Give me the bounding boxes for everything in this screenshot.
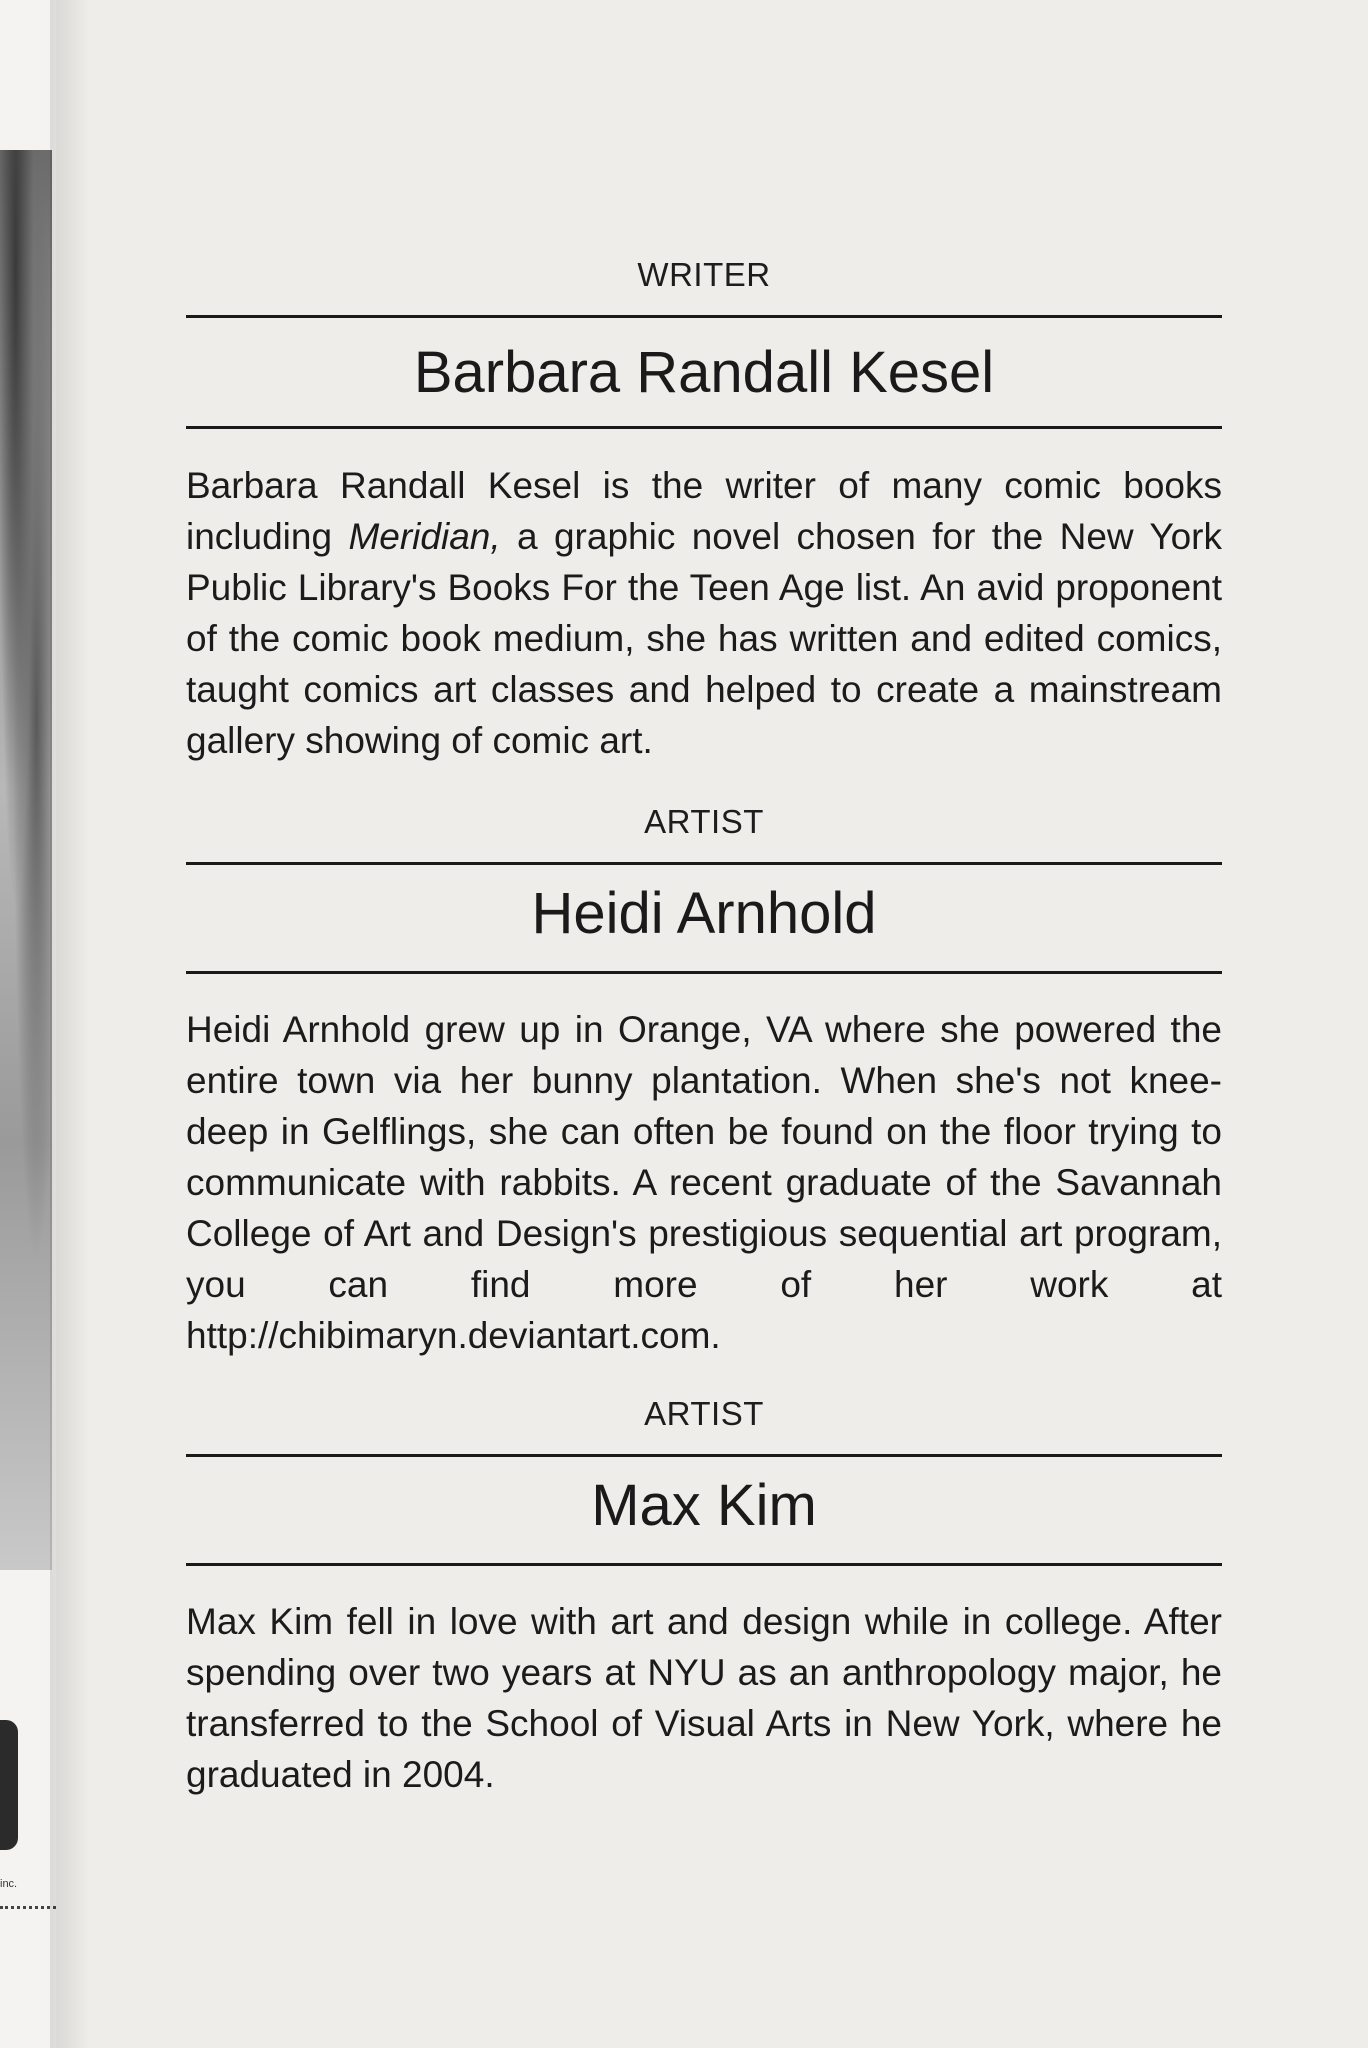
bio-book-title: Meridian, <box>348 516 501 557</box>
role-heading: WRITER <box>637 256 771 293</box>
role-heading: ARTIST <box>644 1395 764 1432</box>
top-rule <box>186 862 1222 865</box>
bottom-rule <box>186 1563 1222 1566</box>
bio-text-end: a graphic novel chosen for the New York Public Library's Books For the Teen Age list. An avid proponent of the comic book medium, she has written and edited comics, taught comics art classes and helped to create a mainstream gallery showing of comic art. <box>186 516 1223 761</box>
facing-page-dotted-rule <box>0 1906 56 1909</box>
creator-name: Max Kim <box>591 1473 817 1538</box>
credit-section-artist-1 <box>186 805 1222 1361</box>
bottom-rule <box>186 971 1222 974</box>
facing-page-logo <box>0 1720 18 1850</box>
bottom-rule <box>186 426 1222 429</box>
creator-bio: Max Kim fell in love with art and design while in college. After spending over two years at NYU as an anthropology major, he transferred to the School of Visual Arts in New York, where he graduated in 2004. <box>186 1601 1222 1795</box>
facing-page-edge <box>0 0 56 2048</box>
facing-page-inc-text: inc. <box>0 1878 18 1890</box>
top-rule <box>186 1454 1222 1457</box>
top-rule <box>186 315 1222 318</box>
credit-section-artist-2 <box>186 1397 1222 1800</box>
creator-bio: Heidi Arnhold grew up in Orange, VA where she powered the entire town via her bunny plantation. When she's not knee-deep in Gelflings, she can often be found on the floor trying to communicate with rabbits. A recent graduate of the Savannah College of Art and Design's prestigious sequential art program, you can find more of her work at http://chibimaryn.deviantart.com. <box>186 1009 1222 1356</box>
gutter-shadow <box>50 0 90 2048</box>
role-heading: ARTIST <box>644 803 764 840</box>
creator-bio <box>186 460 1222 766</box>
creator-name: Barbara Randall Kesel <box>413 340 995 405</box>
facing-page-illustration <box>0 150 52 1570</box>
creator-name: Heidi Arnhold <box>531 881 877 946</box>
credit-section-writer <box>186 258 1222 766</box>
bio-text-start: Barbara Randall Kesel is the writer of many comic books including <box>186 465 1222 557</box>
